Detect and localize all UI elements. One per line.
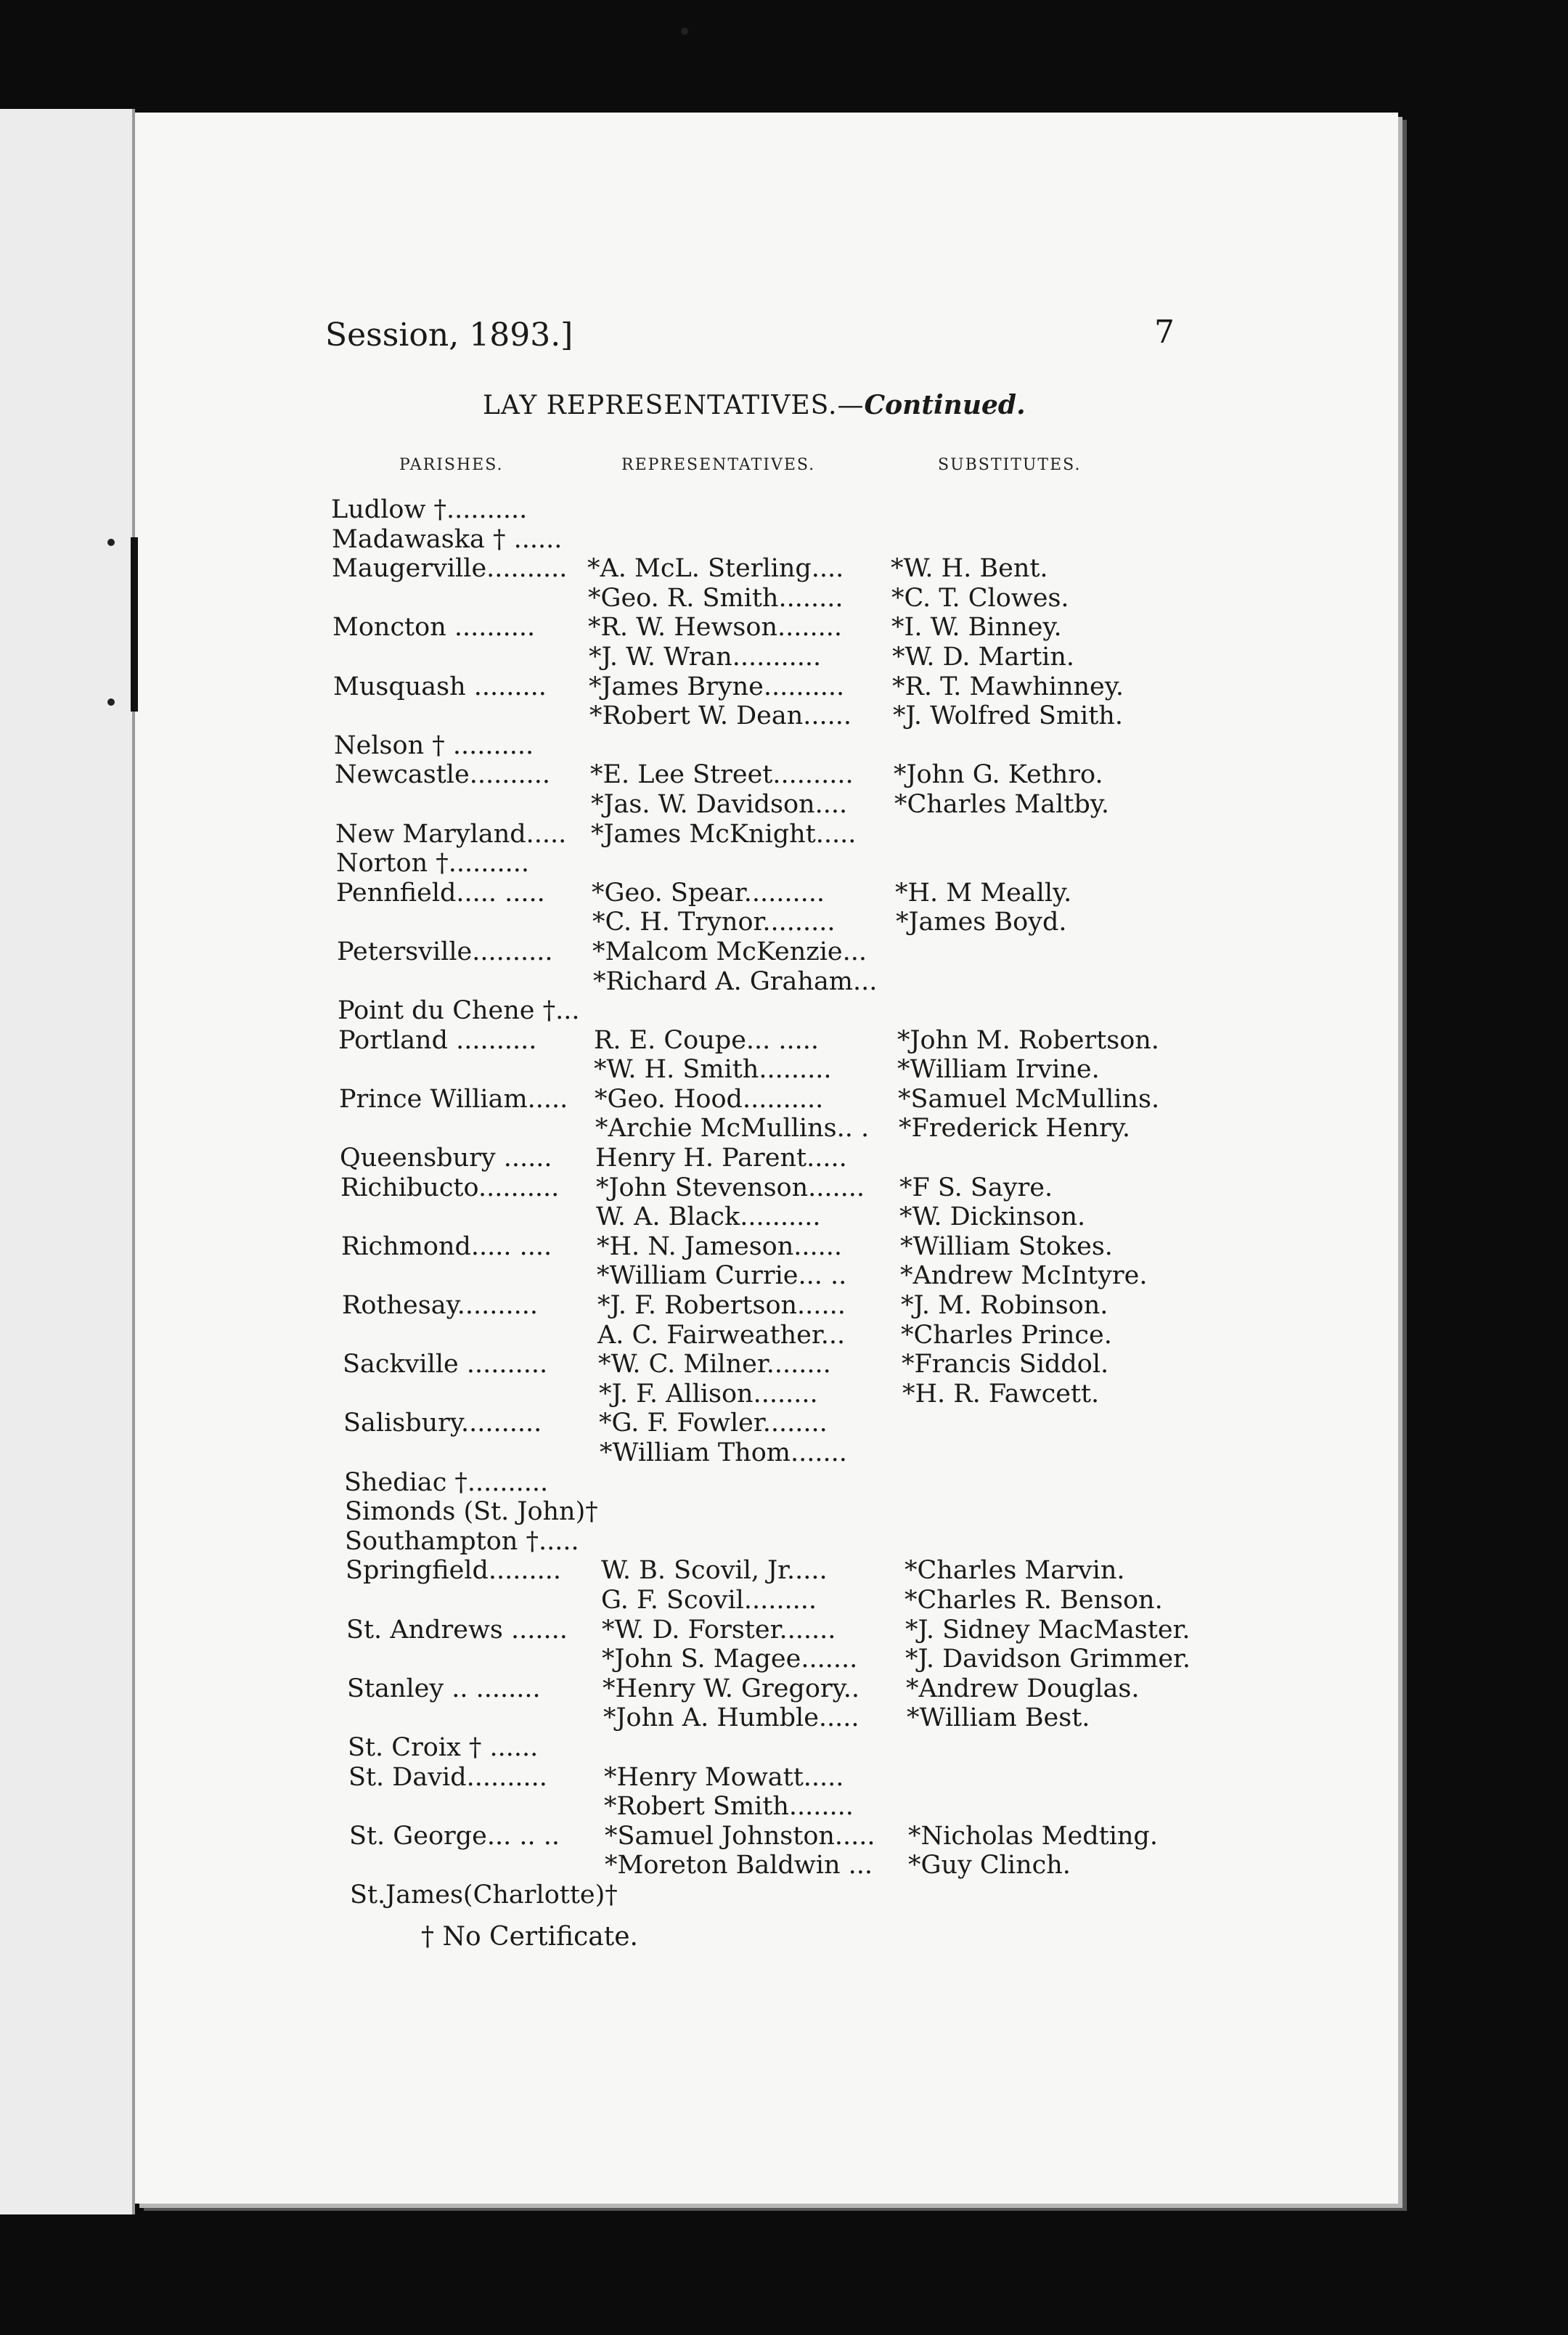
table-row — [340, 1202, 1086, 1232]
column-header-substitutes: SUBSTITUTES. — [938, 456, 1082, 474]
parish-cell: Sackville .......... — [343, 1350, 548, 1380]
column-header-representatives: REPRESENTATIVES. — [621, 456, 816, 474]
parish-cell: Maugerville.......... — [332, 554, 568, 584]
representative-cell: *John A. Humble..... — [603, 1703, 859, 1733]
parish-cell: Richibucto.......... — [340, 1173, 560, 1202]
representative-cell: *Samuel Johnston..... — [605, 1821, 875, 1851]
table-row — [348, 1762, 844, 1793]
parish-cell: Nelson † .......... — [334, 730, 534, 760]
representative-cell: *H. N. Jameson...... — [597, 1231, 843, 1261]
representative-cell: *W. C. Milner........ — [598, 1350, 831, 1380]
page-number: 7 — [1154, 314, 1175, 351]
table-row — [332, 524, 563, 555]
parish-cell: Stanley .. ........ — [347, 1674, 541, 1703]
substitute-cell: *William Best. — [907, 1703, 1090, 1733]
parish-cell: St.James(Charlotte)† — [350, 1880, 618, 1910]
table-row — [346, 1615, 1191, 1645]
parish-cell: Rothesay.......... — [342, 1291, 538, 1321]
binding-dot — [107, 698, 115, 706]
representative-cell: *G. F. Fowler........ — [599, 1409, 828, 1438]
table-row — [349, 1821, 1158, 1851]
title-main: LAY REPRESENTATIVES.— — [483, 391, 865, 420]
substitute-cell: *William Stokes. — [900, 1231, 1113, 1261]
table-row — [334, 730, 534, 761]
parish-cell: Madawaska † ...... — [332, 524, 563, 554]
representative-cell: *James McKnight..... — [591, 819, 857, 849]
representative-cell: Henry H. Parent..... — [595, 1144, 847, 1173]
representative-cell: *J. F. Robertson...... — [597, 1291, 846, 1321]
binding-dot — [681, 28, 688, 35]
substitute-cell: *Guy Clinch. — [908, 1851, 1071, 1880]
substitute-cell: *Charles Prince. — [901, 1320, 1112, 1350]
table-row — [341, 1231, 1113, 1262]
table-row — [343, 1409, 828, 1438]
table-row — [345, 1526, 579, 1557]
table-row — [340, 1173, 1053, 1203]
substitute-cell: *W. H. Bent. — [891, 554, 1048, 584]
substitute-cell: *Andrew McIntyre. — [900, 1261, 1148, 1291]
parish-cell: Petersville.......... — [337, 937, 553, 966]
parish-cell: Southampton †..... — [345, 1526, 579, 1556]
representative-cell: *J. F. Allison........ — [599, 1379, 818, 1409]
representative-cell: *Geo. Spear.......... — [592, 878, 825, 908]
parish-cell: Portland .......... — [338, 1025, 537, 1055]
representative-cell: *R. W. Hewson........ — [588, 613, 842, 643]
table-row — [332, 583, 1069, 614]
substitute-cell: *J. M. Robinson. — [901, 1291, 1108, 1321]
substitute-cell: *Nicholas Medting. — [908, 1821, 1158, 1851]
parish-cell: Salisbury.......... — [343, 1409, 542, 1438]
table-row — [340, 1144, 847, 1173]
representative-cell: *A. McL. Sterling.... — [587, 554, 844, 584]
substitute-cell: *I. W. Binney. — [891, 613, 1062, 643]
table-row — [335, 760, 1103, 790]
table-row — [338, 966, 878, 997]
page-title — [483, 390, 1026, 420]
substitute-cell: *Samuel McMullins. — [898, 1084, 1160, 1114]
session-header: Session, 1893.] — [325, 317, 573, 354]
substitute-cell: *William Irvine. — [897, 1055, 1100, 1085]
substitute-cell: *C. T. Clowes. — [891, 583, 1069, 613]
table-row — [338, 1055, 1100, 1085]
table-row — [343, 1350, 1109, 1380]
table-row — [345, 1497, 598, 1527]
table-row — [348, 1792, 854, 1822]
table-row — [337, 908, 1067, 937]
table-row — [336, 849, 529, 879]
table-row — [346, 1556, 1125, 1586]
substitute-cell: *F S. Sayre. — [899, 1173, 1053, 1202]
parish-cell: New Maryland..... — [335, 819, 567, 849]
substitute-cell: *R. T. Mawhinney. — [892, 672, 1124, 701]
table-row — [338, 996, 580, 1026]
representative-cell: *James Bryne.......... — [589, 672, 845, 701]
representative-cell: *Geo. R. Smith........ — [588, 583, 844, 613]
parish-cell: Prince William..... — [339, 1084, 568, 1114]
parish-cell: St. George... .. .. — [349, 1821, 560, 1851]
representative-cell: *William Thom....... — [600, 1438, 847, 1467]
table-row — [341, 1261, 1148, 1291]
table-row — [346, 1585, 1163, 1615]
parish-cell: Simonds (St. John)† — [345, 1497, 598, 1527]
table-row — [348, 1703, 1090, 1733]
substitute-cell: *H. M Meally. — [895, 878, 1072, 908]
table-row — [342, 1291, 1108, 1321]
parish-cell: Musquash ......... — [333, 672, 547, 701]
substitute-cell: *James Boyd. — [896, 908, 1067, 937]
representative-cell: *E. Lee Street.......... — [590, 760, 854, 790]
table-row — [334, 701, 1123, 731]
parish-cell: Shediac †.......... — [344, 1467, 549, 1497]
representative-cell: *John Stevenson....... — [596, 1173, 865, 1202]
table-row — [331, 495, 528, 525]
representative-cell: *W. D. Forster....... — [602, 1615, 836, 1645]
substitute-cell: *John M. Robertson. — [897, 1025, 1159, 1055]
representative-cell: *Robert W. Dean...... — [589, 701, 852, 731]
table-row — [335, 789, 1110, 820]
representative-cell: *Robert Smith........ — [604, 1792, 854, 1822]
representative-cell: *Malcom McKenzie... — [592, 937, 867, 966]
table-row — [332, 613, 1062, 643]
parish-cell: Point du Chene †... — [338, 996, 580, 1026]
table-row — [346, 1645, 1191, 1674]
parish-cell: Ludlow †.......... — [331, 495, 528, 524]
representative-cell: W. A. Black.......... — [596, 1202, 821, 1232]
representative-cell: *Richard A. Graham... — [593, 966, 878, 996]
representative-cell: *Archie McMullins.. . — [595, 1114, 870, 1144]
substitute-cell: *W. Dickinson. — [899, 1202, 1086, 1232]
substitute-cell: *Frederick Henry. — [899, 1114, 1130, 1144]
table-row — [344, 1438, 847, 1468]
table-row — [337, 937, 867, 967]
table-row — [336, 878, 1072, 908]
parish-cell: Queensbury ...... — [340, 1144, 552, 1173]
footnote: † No Certificate. — [421, 1922, 638, 1952]
table-row — [339, 1084, 1160, 1114]
table-row — [347, 1674, 1140, 1704]
representative-cell: R. E. Coupe... ..... — [594, 1025, 820, 1055]
representative-cell: *C. H. Trynor......... — [592, 908, 836, 937]
representative-cell: *J. W. Wran........... — [589, 642, 822, 672]
substitute-cell: *Charles Maltby. — [894, 789, 1110, 819]
substitute-cell: *Andrew Douglas. — [906, 1674, 1140, 1703]
table-row — [344, 1467, 549, 1498]
representative-cell: *Jas. W. Davidson.... — [591, 789, 848, 819]
substitute-cell: *W. D. Martin. — [892, 642, 1075, 672]
table-row — [333, 672, 1124, 702]
representative-cell: *John S. Magee....... — [602, 1645, 858, 1674]
table-row — [333, 642, 1075, 672]
parish-cell: St. Andrews ....... — [346, 1615, 568, 1645]
binding-dot — [107, 539, 115, 546]
substitute-cell: *J. Sidney MacMaster. — [905, 1615, 1191, 1645]
representative-cell: *William Currie... .. — [597, 1261, 847, 1291]
title-continued: Continued. — [864, 390, 1026, 420]
table-row — [340, 1114, 1130, 1144]
representative-cell: *Henry Mowatt..... — [604, 1762, 844, 1792]
table-row — [349, 1851, 1071, 1880]
parish-cell: Pennfield..... ..... — [336, 878, 545, 908]
binding-mark — [131, 537, 138, 712]
representative-cell: *Geo. Hood.......... — [595, 1084, 824, 1114]
representative-cell: *Henry W. Gregory.. — [603, 1674, 859, 1703]
parish-cell: St. Croix † ...... — [348, 1732, 539, 1762]
representative-cell: *Moreton Baldwin ... — [605, 1851, 873, 1880]
representatives-table — [331, 495, 1191, 1910]
parish-cell: St. David.......... — [348, 1762, 547, 1792]
representative-cell: A. C. Fairweather... — [597, 1320, 846, 1350]
table-row — [335, 819, 857, 849]
substitute-cell: *J. Davidson Grimmer. — [905, 1645, 1191, 1674]
parish-cell: Norton †.......... — [336, 849, 529, 879]
parish-cell: Springfield......... — [346, 1556, 562, 1586]
parish-cell: Newcastle.......... — [335, 760, 550, 790]
representative-cell: *W. H. Smith......... — [594, 1055, 832, 1085]
representative-cell: G. F. Scovil......... — [601, 1585, 817, 1615]
substitute-cell: *John G. Kethro. — [894, 760, 1103, 790]
table-row — [332, 554, 1048, 584]
facing-page-edge — [0, 109, 135, 2214]
table-row — [342, 1320, 1112, 1350]
parish-cell: Richmond..... .... — [341, 1231, 552, 1261]
substitute-cell: *Charles Marvin. — [905, 1556, 1125, 1586]
column-header-parishes: PARISHES. — [399, 456, 504, 474]
table-row — [343, 1379, 1100, 1409]
substitute-cell: *Charles R. Benson. — [905, 1585, 1163, 1615]
representative-cell: W. B. Scovil, Jr..... — [601, 1556, 828, 1586]
substitute-cell: *J. Wolfred Smith. — [893, 701, 1123, 731]
table-row — [338, 1025, 1159, 1056]
substitute-cell: *Francis Siddol. — [902, 1350, 1109, 1380]
table-row — [348, 1732, 539, 1763]
parish-cell: Moncton .......... — [332, 613, 536, 643]
substitute-cell: *H. R. Fawcett. — [902, 1379, 1100, 1409]
